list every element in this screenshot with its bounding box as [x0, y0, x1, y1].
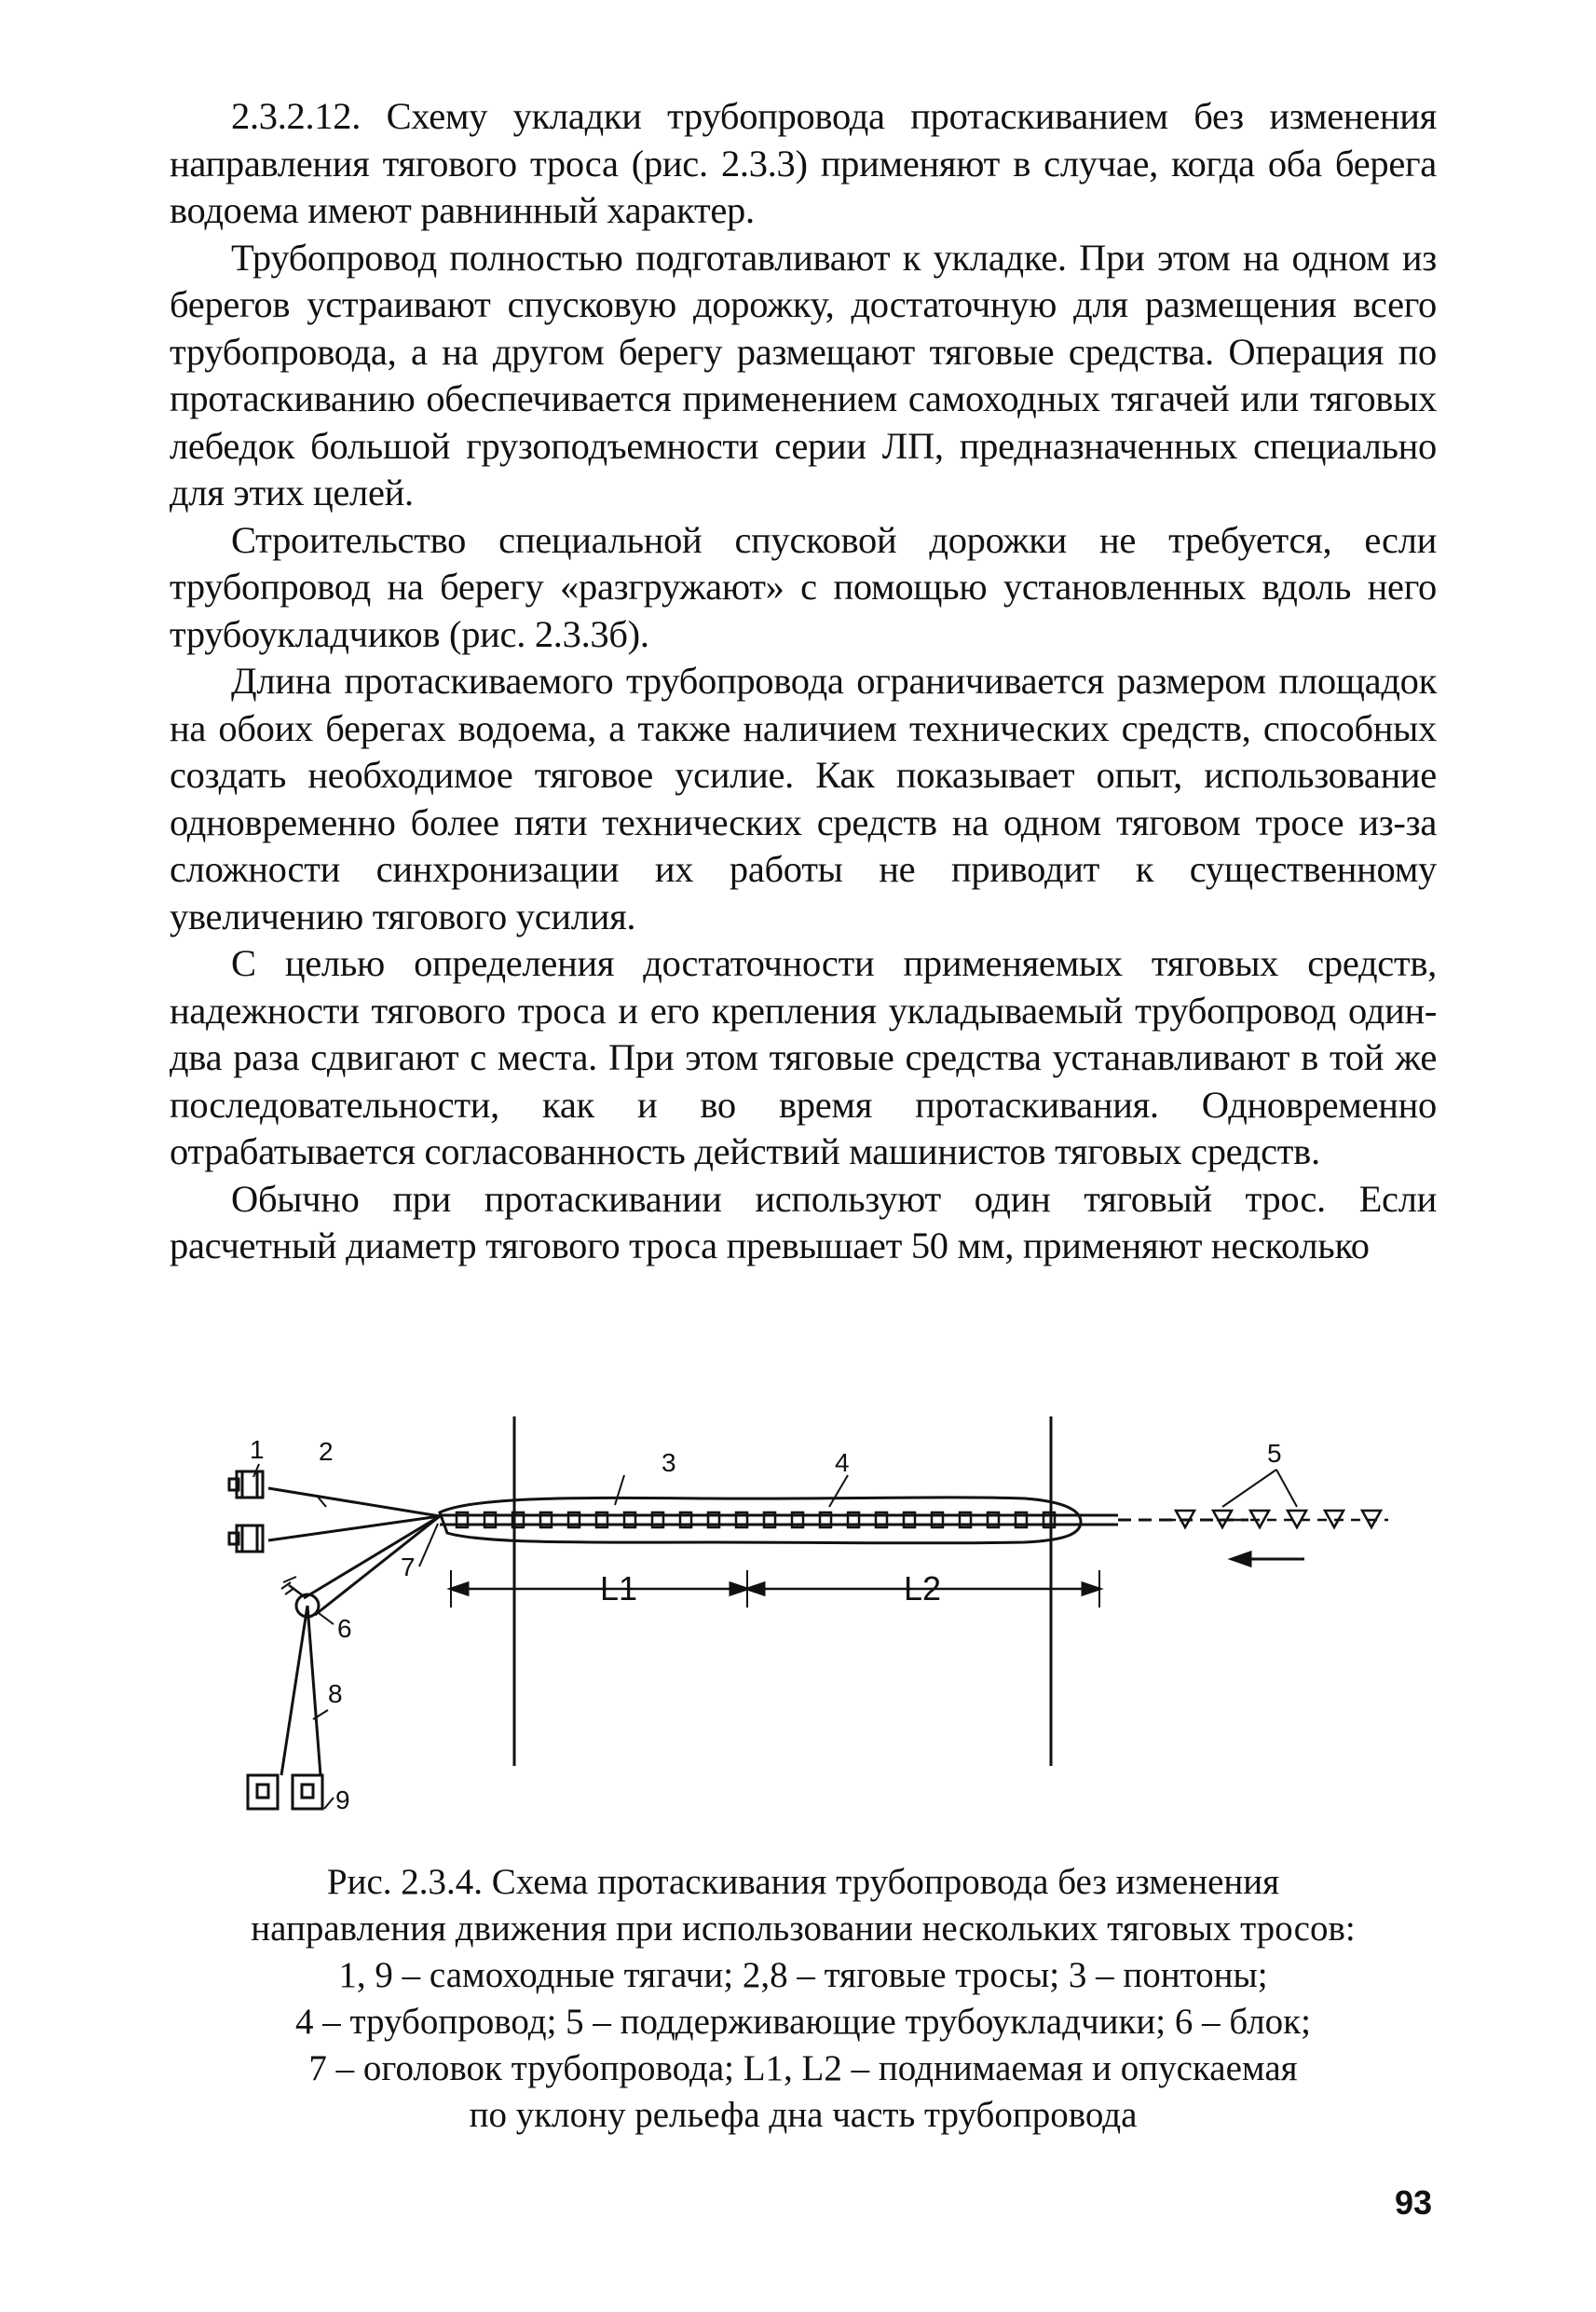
caption-line: по уклону рельефа дна часть трубопровода: [469, 2095, 1138, 2135]
label-5: 5: [1267, 1439, 1282, 1468]
pipelayer-icon-group: [1166, 1511, 1388, 1527]
paragraph-pipeline-length: Длина протаскиваемого трубопровода ограничивается размером площадок на обоих берегах водоема, а также наличием технических средств, способных создать необходимое тяговое усилие. Как показывает опыт, использование одновременно более пяти технических средств на одном тяговом тросе из-за сложности синхронизации их работы не приводит к существенному увеличению тягового усилия.: [170, 660, 1437, 937]
tractor-icon: [229, 1471, 263, 1498]
tractor-icon: [293, 1775, 322, 1809]
paragraph-traction-cable: Обычно при протаскивании используют один тяговый трос. Если расчетный диаметр тягового троса превышает 50 мм, применяют несколько: [170, 1177, 1437, 1266]
label-l1: L1: [600, 1569, 638, 1607]
pontoon-envelope: [440, 1498, 1081, 1543]
label-3: 3: [662, 1448, 676, 1477]
label-8: 8: [328, 1679, 343, 1708]
tractor-icon: [248, 1775, 278, 1809]
label-7: 7: [401, 1553, 416, 1581]
caption-line: направления движения при использовании нескольких тяговых тросов:: [251, 1908, 1356, 1949]
traction-cable-8-down-a: [281, 1606, 307, 1775]
figure-caption: [170, 1859, 1437, 2139]
caption-line: 1, 9 – самоходные тягачи; 2,8 – тяговые тросы; 3 – понтоны;: [338, 1955, 1268, 1995]
body-text: [170, 93, 1437, 1270]
caption-line: Рис. 2.3.4. Схема протаскивания трубопровода без изменения: [326, 1862, 1280, 1902]
paragraph-section-2-3-2-12: 2.3.2.12. Схему укладки трубопровода протаскиванием без изменения направления тягового троса (рис. 2.3.3) применяют в случае, когда оба берега водоема имеют равнинный характер.: [170, 95, 1437, 231]
paragraph-launch-track: Строительство специальной спусковой дорожки не требуется, если трубопровод на берегу «разгружают» с помощью установленных вдоль него трубоукладчиков (рис. 2.3.3б).: [170, 518, 1437, 655]
label-9: 9: [335, 1785, 350, 1814]
label-2: 2: [319, 1437, 334, 1466]
label-4: 4: [835, 1448, 850, 1477]
traction-cable-2-upper: [268, 1488, 440, 1516]
tractor-icon: [229, 1525, 263, 1552]
traction-cable-8-down-b: [307, 1606, 321, 1775]
label-6: 6: [337, 1614, 352, 1643]
pipeline-pulling-diagram: [224, 1402, 1472, 1840]
paragraph-trial-shift: С целью определения достаточности применяемых тяговых средств, надежности тягового троса и его крепления укладываемый трубопровод один-два раза сдвигают с места. При этом тяговые средства устанавливают в той же последовательности, как и во время протаскивания. Одновременно отрабатывается согласованность действий машинистов тяговых средств.: [170, 942, 1437, 1172]
direction-arrow-icon: [1232, 1553, 1304, 1566]
caption-line: 4 – трубопровод; 5 – поддерживающие трубоукладчики; 6 – блок;: [295, 2002, 1311, 2042]
traction-cable-8-a: [304, 1516, 440, 1598]
caption-line: 7 – оголовок трубопровода; L1, L2 – поднимаемая и опускаемая: [308, 2048, 1298, 2088]
label-l2: L2: [904, 1569, 942, 1607]
paragraph-preparation: Трубопровод полностью подготавливают к укладке. При этом на одном из берегов устраивают спусковую дорожку, достаточную для размещения всего трубопровода, а на другом берегу размещают тяговые средства. Операция по протаскиванию обеспечивается применением самоходных тягачей или тяговых лебедок большой грузоподъемности серии ЛП, предназначенных специально для этих целей.: [170, 236, 1437, 513]
page-number: 93: [1395, 2183, 1433, 2222]
label-1: 1: [250, 1435, 265, 1464]
